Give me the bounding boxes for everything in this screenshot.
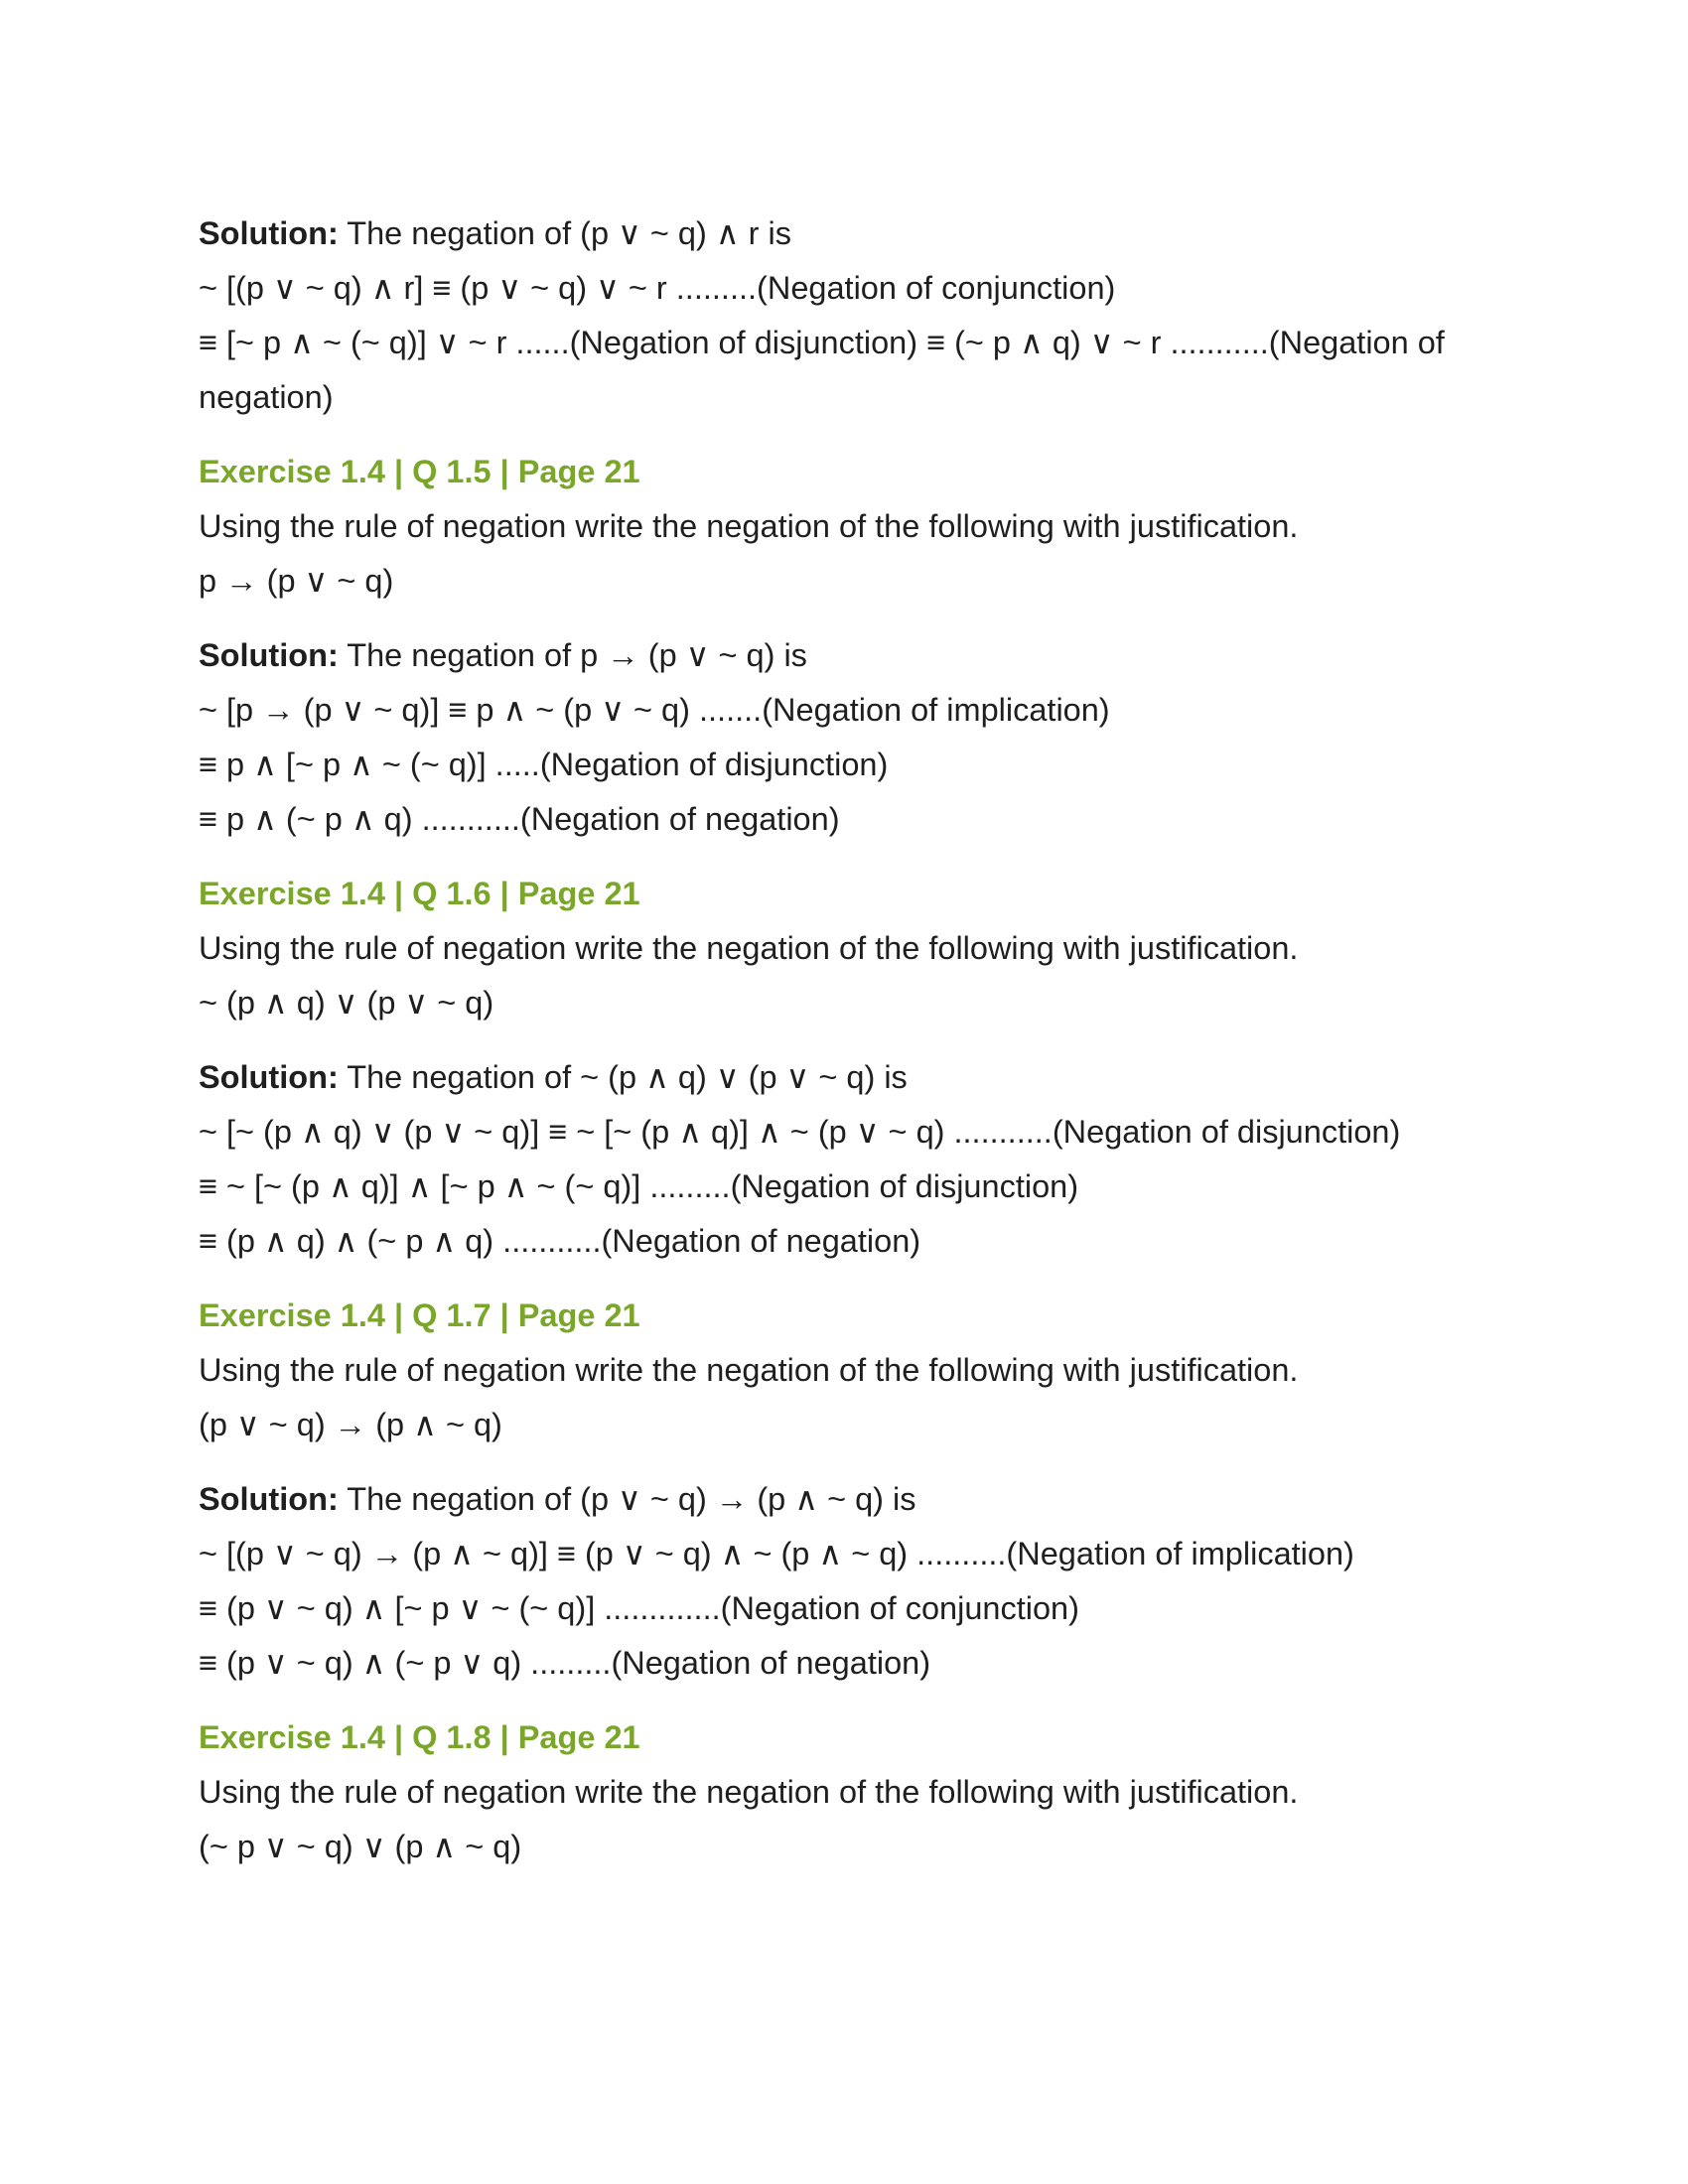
solution-block-prev xyxy=(199,206,1509,425)
exercise-expression: (p ∨ ~ q) → (p ∧ ~ q) xyxy=(199,1407,502,1442)
solution-step: ≡ (p ∨ ~ q) ∧ (~ p ∨ q) .........(Negation of negation) xyxy=(199,1645,931,1681)
solution-label: Solution: xyxy=(199,1481,339,1517)
exercise-q1-6 xyxy=(199,867,1509,1269)
exercise-expression: ~ (p ∧ q) ∨ (p ∨ ~ q) xyxy=(199,985,494,1021)
exercise-question: Using the rule of negation write the negation of the following with justification. xyxy=(199,930,1299,966)
solution-label: Solution: xyxy=(199,1059,339,1095)
solution-step: ≡ p ∧ (~ p ∧ q) ...........(Negation of negation) xyxy=(199,801,840,837)
solution-intro: The negation of (p ∨ ~ q) ∧ r is xyxy=(338,215,791,251)
solution-step: ~ [(p ∨ ~ q) → (p ∧ ~ q)] ≡ (p ∨ ~ q) ∧ ~ (p ∧ ~ q) ..........(Negation of implication) xyxy=(199,1536,1354,1571)
exercise-heading: Exercise 1.4 | Q 1.6 | Page 21 xyxy=(199,876,640,911)
exercise-q1-5 xyxy=(199,445,1509,847)
solution-step: ~ [p → (p ∨ ~ q)] ≡ p ∧ ~ (p ∨ ~ q) .......(Negation of implication) xyxy=(199,692,1110,728)
solution-intro: The negation of p → (p ∨ ~ q) is xyxy=(338,637,807,673)
exercise-heading: Exercise 1.4 | Q 1.5 | Page 21 xyxy=(199,454,640,489)
solution-intro-line xyxy=(199,1050,1509,1105)
exercise-q1-8 xyxy=(199,1710,1509,1874)
exercise-q1-7 xyxy=(199,1289,1509,1691)
solution-intro: The negation of (p ∨ ~ q) → (p ∧ ~ q) is xyxy=(338,1481,916,1517)
solution-step: ~ [(p ∨ ~ q) ∧ r] ≡ (p ∨ ~ q) ∨ ~ r .........(Negation of conjunction) xyxy=(199,270,1116,306)
exercise-expression: p → (p ∨ ~ q) xyxy=(199,563,394,599)
solution-step: ≡ p ∧ [~ p ∧ ~ (~ q)] .....(Negation of disjunction) xyxy=(199,747,889,782)
exercise-question: Using the rule of negation write the negation of the following with justification. xyxy=(199,508,1299,544)
exercise-question: Using the rule of negation write the negation of the following with justification. xyxy=(199,1774,1299,1810)
solution-step: ≡ [~ p ∧ ~ (~ q)] ∨ ~ r ......(Negation of disjunction) ≡ (~ p ∧ q) ∨ ~ r ...........(Negation of negation) xyxy=(199,325,1445,415)
solution-label: Solution: xyxy=(199,637,339,673)
solution-step: ~ [~ (p ∧ q) ∨ (p ∨ ~ q)] ≡ ~ [~ (p ∧ q)] ∧ ~ (p ∨ ~ q) ...........(Negation of disjunction) xyxy=(199,1114,1401,1150)
solution-step: ≡ (p ∧ q) ∧ (~ p ∧ q) ...........(Negation of negation) xyxy=(199,1223,921,1259)
solution-step: ≡ ~ [~ (p ∧ q)] ∧ [~ p ∧ ~ (~ q)] .........(Negation of disjunction) xyxy=(199,1168,1079,1204)
solution-intro-line xyxy=(199,206,1509,261)
document-page xyxy=(199,206,1509,1874)
solution-label: Solution: xyxy=(199,215,339,251)
exercise-heading: Exercise 1.4 | Q 1.7 | Page 21 xyxy=(199,1297,640,1333)
exercise-question: Using the rule of negation write the negation of the following with justification. xyxy=(199,1352,1299,1388)
solution-intro: The negation of ~ (p ∧ q) ∨ (p ∨ ~ q) is xyxy=(338,1059,908,1095)
exercise-expression: (~ p ∨ ~ q) ∨ (p ∧ ~ q) xyxy=(199,1829,522,1864)
exercise-heading: Exercise 1.4 | Q 1.8 | Page 21 xyxy=(199,1719,640,1755)
solution-intro-line xyxy=(199,1472,1509,1527)
solution-intro-line xyxy=(199,628,1509,683)
solution-step: ≡ (p ∨ ~ q) ∧ [~ p ∨ ~ (~ q)] .............(Negation of conjunction) xyxy=(199,1590,1079,1626)
